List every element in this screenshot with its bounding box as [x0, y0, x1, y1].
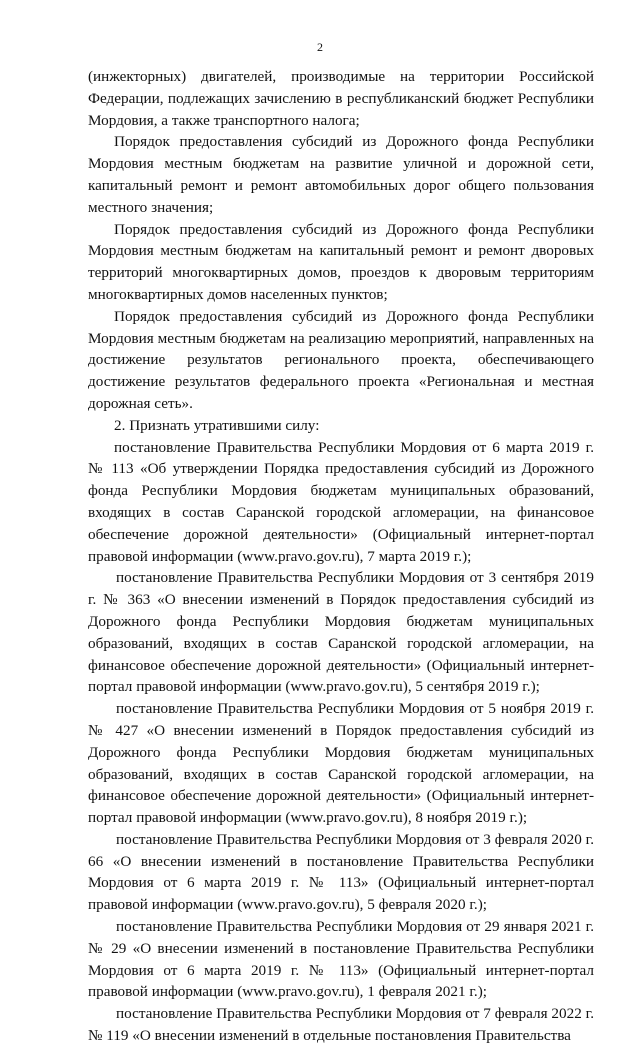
page-number: 2 [317, 40, 323, 54]
paragraph-resolution-113: постановление Правительства Республики Мордовия от 6 марта 2019 г. № 113 «Об утверждении Порядка предоставления субсидий из Дорожного фонда Республики Мордовия бюджетам муниципальных образований, входящих в состав Саранской городской агломерации, на финансовое обеспечение дорожной деятельности» (Официальный интернет-портал правовой информации (www.pravo.gov.ru), 7 марта 2019 г.); [88, 438, 594, 565]
paragraph-resolution-66: постановление Правительства Республики Мордовия от 3 февраля 2020 г. 66 «О внесении изменений в постановление Правительства Республики Мордовия от 6 марта 2019 г. № 113» (Официальный интернет-портал правовой информации (www.pravo.gov.ru), 5 февраля 2020 г.); [88, 830, 594, 914]
paragraph-resolution-427: постановление Правительства Республики Мордовия от 5 ноября 2019 г. № 427 «О внесении изменений в Порядок предоставления субсидий из Дорожного фонда Республики Мордовия бюджетам муниципальных образований, входящих в состав Саранской городской агломерации, на финансовое обеспечение дорожной деятельности» (Официальный интернет-портал правовой информации (www.pravo.gov.ru), 8 ноября 2019 г.); [88, 700, 594, 827]
paragraph-order-street-network: Порядок предоставления субсидий из Дорожного фонда Республики Мордовия местным бюджетам на развитие уличной и дорожной сети, капитальный ремонт и ремонт автомобильных дорог общего пользования местного значения; [88, 133, 594, 216]
paragraph-order-courtyards: Порядок предоставления субсидий из Дорожного фонда Республики Мордовия местным бюджетам на капитальный ремонт и ремонт дворовых территорий многоквартирных домов, проездов к дворовым территориям многоквартирных домов населенных пунктов; [88, 220, 594, 303]
paragraph-resolution-29: постановление Правительства Республики Мордовия от 29 января 2021 г. № 29 «О внесении изменений в постановление Правительства Республики Мордовия от 6 марта 2019 г. № 113» (Официальный интернет-портал правовой информации (www.pravo.gov.ru), 1 февраля 2021 г.); [88, 918, 594, 1001]
paragraph-resolution-363: постановление Правительства Республики Мордовия от 3 сентября 2019 г. № 363 «О внесении изменений в Порядок предоставления субсидий из Дорожного фонда Республики Мордовия бюджетам муниципальных образований, входящих в состав Саранской городской агломерации, на финансовое обеспечение дорожной деятельности» (Официальный интернет-портал правовой информации (www.pravo.gov.ru), 5 сентября 2019 г.); [88, 569, 594, 696]
paragraph-order-regional-project: Порядок предоставления субсидий из Дорожного фонда Республики Мордовия местным бюджетам на реализацию мероприятий, направленных на достижение результатов регионального проекта, обеспечивающего достижение результатов федерального проекта «Региональная и местная дорожная сеть». [88, 307, 594, 412]
document-body [88, 66, 594, 1047]
paragraph-continuation: (инжекторных) двигателей, производимые на территории Российской Федерации, подлежащих зачислению в республиканский бюджет Республики Мордовия, а также транспортного налога; [88, 68, 594, 129]
paragraph-resolution-119: постановление Правительства Республики Мордовия от 7 февраля 2022 г. № 119 «О внесении изменений в отдельные постановления Правительства [88, 1005, 594, 1045]
paragraph-item-2-heading: 2. Признать утратившими силу: [114, 416, 320, 434]
